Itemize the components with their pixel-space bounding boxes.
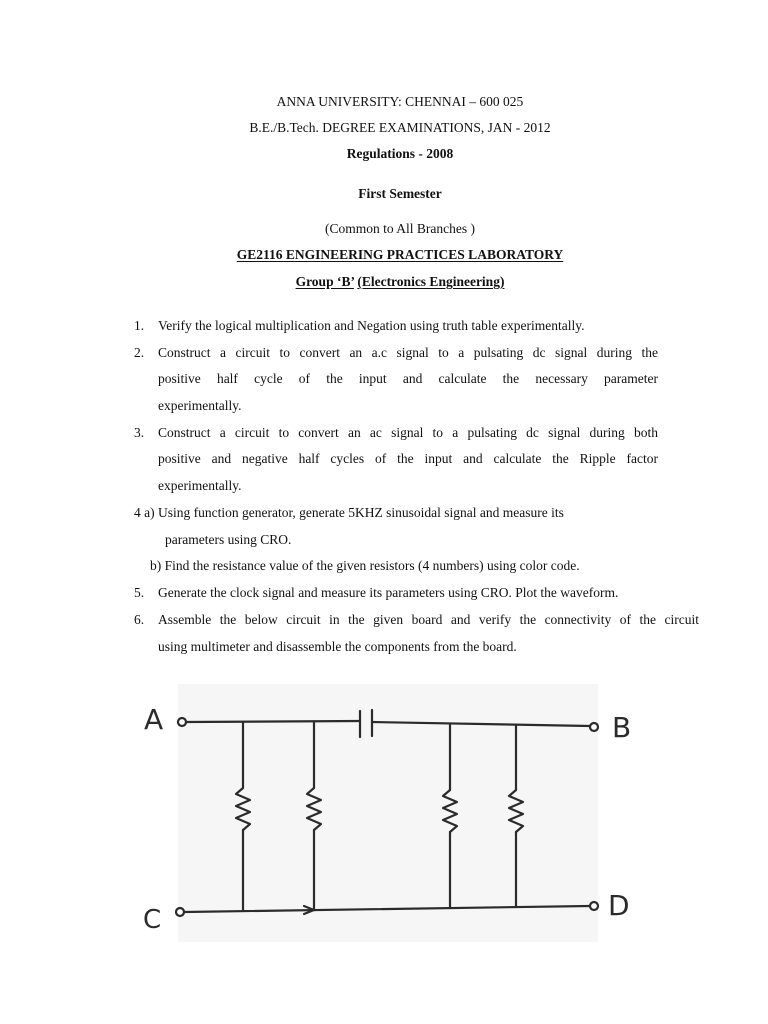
q1-line-1: Verify the logical multiplication and Negation using truth table experimentally. <box>158 318 585 333</box>
q3-line-1: Construct a circuit to convert an ac signal to a pulsating dc signal during both <box>158 425 658 440</box>
course-title: GE2116 ENGINEERING PRACTICES LABORATORY <box>236 247 564 262</box>
q2-line-1: Construct a circuit to convert an a.c signal to a pulsating dc signal during the <box>158 345 658 360</box>
terminal-b <box>590 723 598 731</box>
terminal-d <box>590 902 598 910</box>
q4b-line-1: b) Find the resistance value of the given resistors (4 numbers) using color code. <box>150 558 580 573</box>
terminal-c <box>176 908 184 916</box>
q2-line-2: positive half cycle of the input and calculate the necessary parameter <box>158 371 658 386</box>
q2-line-3: experimentally. <box>158 398 242 413</box>
group-subject: (Electronics Engineering) <box>357 274 505 289</box>
label-a: A <box>144 703 164 736</box>
terminal-a <box>178 718 186 726</box>
university-heading: ANNA UNIVERSITY: CHENNAI – 600 025 <box>276 94 524 109</box>
q5-number: 5. <box>134 585 145 600</box>
exam-heading: B.E./B.Tech. DEGREE EXAMINATIONS, JAN - 2012 <box>249 120 551 135</box>
label-c: C <box>143 905 162 935</box>
q6-line-1: Assemble the below circuit in the given board and verify the connectivity of the circuit <box>158 612 699 627</box>
label-d: D <box>608 889 630 922</box>
q4a-line-2: parameters using CRO. <box>165 532 292 547</box>
q4a-line-1: 4 a) Using function generator, generate 5KHZ sinusoidal signal and measure its <box>134 505 564 520</box>
common-heading: (Common to All Branches ) <box>325 221 475 236</box>
top-wire-left <box>186 721 360 722</box>
q2-number: 2. <box>134 345 145 360</box>
semester-heading: First Semester <box>358 186 442 201</box>
bottom-wire <box>184 906 590 912</box>
resistor-4 <box>509 790 523 832</box>
q1-number: 1. <box>134 318 145 333</box>
resistor-2 <box>307 788 321 830</box>
q3-number: 3. <box>134 425 145 440</box>
q3-line-2: positive and negative half cycles of the input and calculate the Ripple factor <box>158 451 658 466</box>
q6-line-2: using multimeter and disassemble the components from the board. <box>158 639 517 654</box>
label-b: B <box>612 711 632 744</box>
q3-line-3: experimentally. <box>158 478 242 493</box>
regulations-heading: Regulations - 2008 <box>346 146 454 161</box>
resistor-1 <box>236 788 250 830</box>
group-heading <box>0 274 768 290</box>
circuit-diagram <box>128 684 648 944</box>
top-wire-right <box>372 722 590 726</box>
group-label: Group ‘B’ <box>295 274 354 289</box>
q5-line-1: Generate the clock signal and measure its parameters using CRO. Plot the waveform. <box>158 585 619 600</box>
q6-number: 6. <box>134 612 145 627</box>
resistor-3 <box>443 790 457 832</box>
